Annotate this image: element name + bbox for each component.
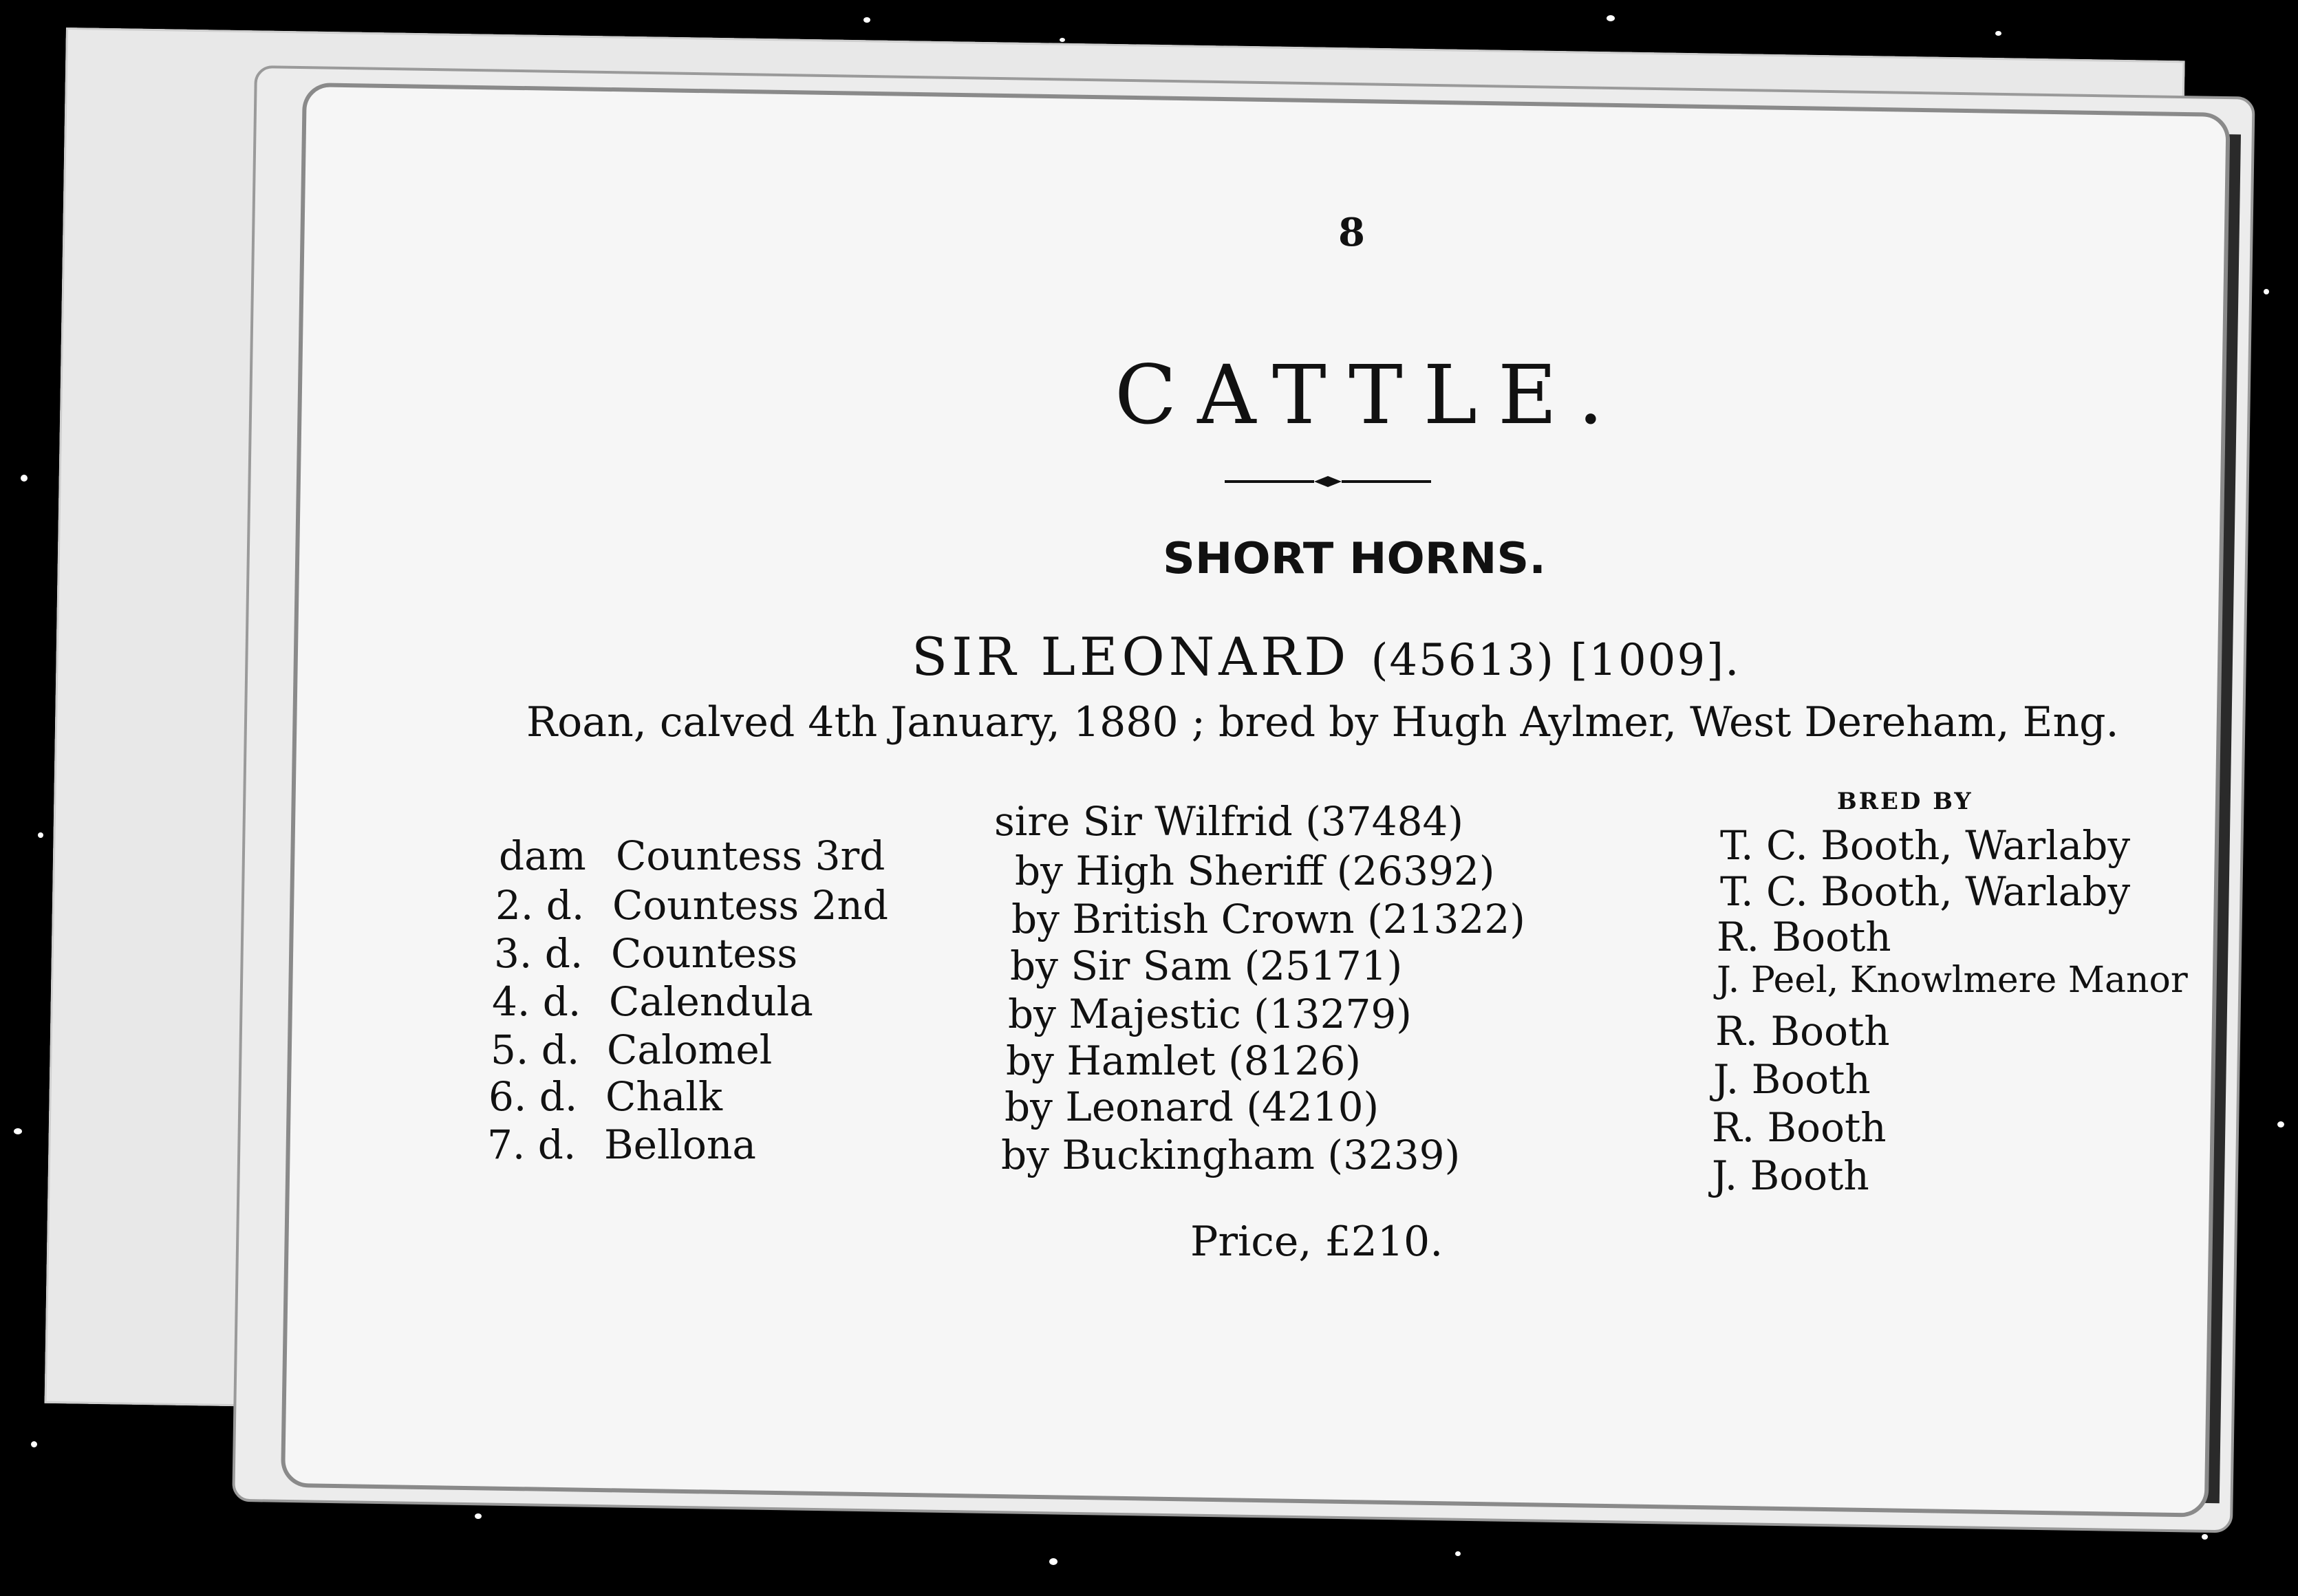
film-speck bbox=[1607, 15, 1615, 21]
herd-book-numbers: (45613) [1009]. bbox=[1371, 635, 1741, 686]
dam-name: Calomel bbox=[607, 1026, 773, 1073]
dam-name: Countess 3rd bbox=[616, 832, 885, 879]
page-number: 8 bbox=[1338, 210, 1365, 255]
generation-label: dam bbox=[499, 832, 586, 879]
film-speck bbox=[1060, 38, 1065, 42]
sire-line: sire Sir Wilfrid (37484) bbox=[994, 798, 1464, 845]
film-speck bbox=[475, 1513, 482, 1519]
subsection-title: SHORT HORNS. bbox=[1163, 533, 1547, 583]
generation-label: 3. d. bbox=[494, 930, 583, 977]
sire-name: by Leonard (4210) bbox=[1005, 1083, 1379, 1130]
generation-label: 4. d. bbox=[492, 978, 581, 1025]
film-speck bbox=[38, 832, 43, 838]
animal-description: Roan, calved 4th January, 1880 ; bred by Hugh Aylmer, West Dereham, Eng. bbox=[526, 698, 2119, 746]
sire-name: by British Crown (21322) bbox=[1011, 896, 1525, 942]
film-speck bbox=[1995, 31, 2001, 36]
breeder-name: J. Booth bbox=[1713, 1056, 1871, 1103]
generation-label: 7. d. bbox=[487, 1121, 577, 1168]
breeder-name: R. Booth bbox=[1712, 1104, 1887, 1151]
animal-title bbox=[912, 626, 1740, 687]
generation-label: 2. d. bbox=[495, 882, 585, 929]
film-speck bbox=[1455, 1551, 1461, 1556]
dam-name: Calendula bbox=[609, 978, 813, 1025]
ornament-divider bbox=[1225, 473, 1431, 490]
breeder-name: R. Booth bbox=[1717, 914, 1891, 960]
sire-breeder: T. C. Booth, Warlaby bbox=[1720, 822, 2131, 869]
dam-name: Countess bbox=[611, 930, 798, 977]
generation-label: 6. d. bbox=[488, 1073, 578, 1120]
film-speck bbox=[1049, 1558, 1057, 1565]
animal-name: SIR LEONARD bbox=[912, 626, 1351, 687]
dam-name: Chalk bbox=[605, 1073, 723, 1120]
sire-name: by Majestic (13279) bbox=[1008, 991, 1412, 1037]
film-speck bbox=[2202, 1534, 2208, 1540]
bred-by-header: BRED BY bbox=[1837, 788, 1973, 815]
breeder-name: J. Peel, Knowlmere Manor bbox=[1717, 960, 2188, 1001]
generation-label: 5. d. bbox=[491, 1026, 580, 1073]
dam-name: Countess 2nd bbox=[612, 882, 888, 929]
film-speck bbox=[2277, 1121, 2284, 1128]
breeder-name: R. Booth bbox=[1715, 1008, 1890, 1055]
breeder-name: J. Booth bbox=[1712, 1152, 1869, 1199]
section-title: CATTLE. bbox=[1115, 347, 1624, 442]
price: Price, £210. bbox=[1190, 1218, 1443, 1266]
breeder-name: T. C. Booth, Warlaby bbox=[1720, 868, 2131, 915]
film-speck bbox=[2264, 289, 2269, 294]
film-speck bbox=[863, 17, 870, 23]
sire-name: by Buckingham (3239) bbox=[1001, 1132, 1461, 1178]
film-speck bbox=[21, 475, 28, 482]
sire-name: by Sir Sam (25171) bbox=[1010, 942, 1403, 989]
film-speck bbox=[31, 1441, 37, 1447]
film-speck bbox=[14, 1128, 22, 1134]
sire-name: by Hamlet (8126) bbox=[1006, 1037, 1361, 1084]
dam-name: Bellona bbox=[604, 1121, 756, 1168]
sire-name: by High Sheriff (26392) bbox=[1015, 848, 1495, 894]
